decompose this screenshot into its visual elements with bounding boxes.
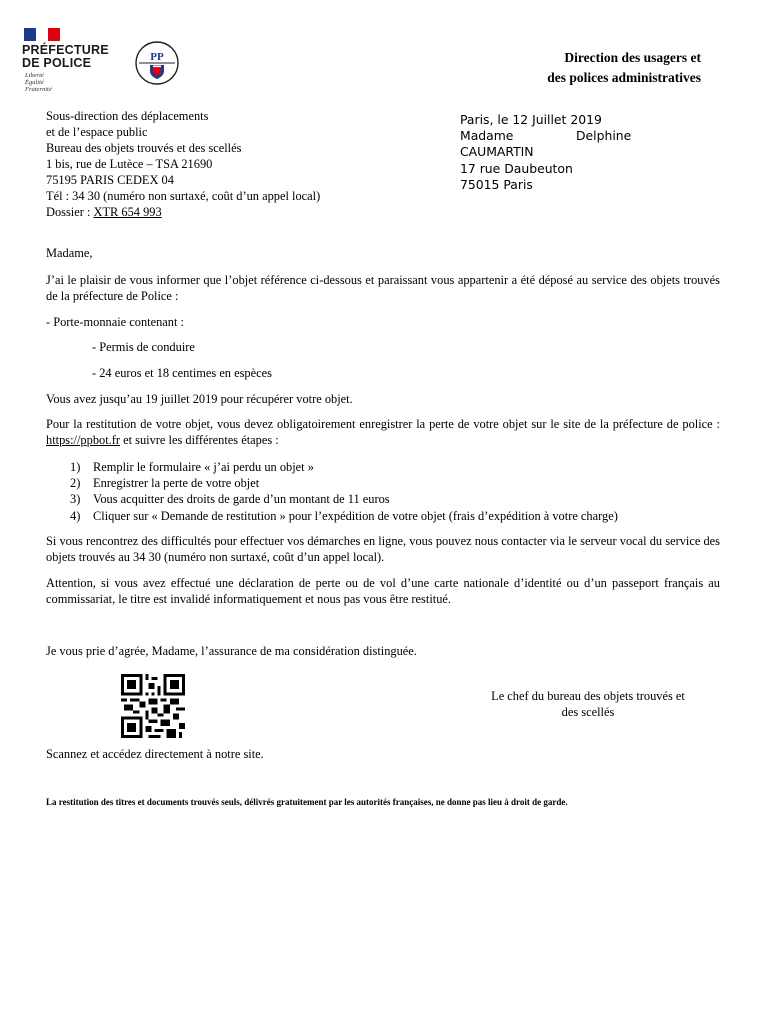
sender-line: 75195 PARIS CEDEX 04 [46,173,174,187]
recipient-firstname: Delphine [576,128,632,144]
ppbot-link[interactable]: https://ppbot.fr [46,432,120,447]
flag-red [48,28,60,41]
sender-line: Tél : 34 30 (numéro non surtaxé, coût d’un appel local) [46,189,321,203]
sender-line: et de l’espace public [46,125,148,139]
deadline-paragraph: Vous avez jusqu’au 19 juillet 2019 pour récupérer votre objet. [46,392,353,406]
flag-white [36,28,48,41]
restitution-text-b: et suivre les différentes étapes : [120,432,279,447]
direction-line-2: des polices administratives [547,70,701,85]
qr-caption: Scannez et accédez directement à notre site. [46,747,264,761]
french-flag-icon [24,28,60,41]
dossier-number: XTR 654 993 [93,205,162,219]
police-seal-icon [134,40,180,86]
step-item [70,475,259,491]
difficulties-paragraph: Si vous rencontrez des difficultés pour effectuer vos démarches en ligne, vous pouvez nous contacter via le serveur vocal du service des objets trouvés au 34 30 (numéro non surtaxé, coût d’un appel local). [46,534,720,564]
step-text: Enregistrer la perte de votre objet [93,476,260,490]
dossier-label: Dossier : [46,205,94,219]
step-number: 4) [70,509,81,523]
step-item [70,508,618,524]
motto-line-2: Égalité [25,79,44,86]
item-title: - Porte-monnaie contenant : [46,315,184,329]
motto-line-1: Liberté [25,72,44,79]
attention-paragraph: Attention, si vous avez effectué une déclaration de perte ou de vol d’une carte nationale d’identité ou d’un passeport français au commissariat, le titre est invalidé informatiquement et nous pas vous être restitué. [46,576,720,606]
seal-text: PP [150,51,164,63]
recipient-city: 75015 Paris [460,176,533,192]
signature-block [475,688,701,720]
footer-notice: La restitution des titres et documents trouvés seuls, délivrés gratuitement par les autorités françaises, ne donne pas lieu à droit de garde. [46,797,568,807]
letter-date: Paris, le 12 Juillet 2019 [460,112,602,127]
step-text: Cliquer sur « Demande de restitution » pour l’expédition de votre objet (frais d’expédition à votre charge) [93,509,618,523]
item-detail-1: - Permis de conduire [92,340,195,354]
closing-paragraph: Je vous prie d’agrée, Madame, l’assurance de ma considération distinguée. [46,644,417,658]
step-text: Vous acquitter des droits de garde d’un montant de 11 euros [93,492,390,506]
flag-blue [24,28,36,41]
step-item [70,459,314,475]
salutation: Madame, [46,246,93,260]
recipient-name-line [460,128,631,144]
recipient-street: 17 rue Daubeuton [460,160,573,176]
qr-code-icon[interactable] [120,674,186,738]
step-number: 3) [70,492,81,506]
restitution-text-a: Pour la restitution de votre objet, vous devez obligatoirement enregistrer la perte de votre objet sur le site de la préfecture de police : [46,417,720,431]
recipient-title: Madame [460,128,514,144]
restitution-paragraph [46,417,720,449]
prefecture-logo [22,28,192,98]
sender-line: Bureau des objets trouvés et des scellés [46,141,242,155]
step-text: Remplir le formulaire « j’ai perdu un objet » [93,460,314,474]
logo-line-1: PRÉFECTURE [22,43,109,57]
dossier-line [46,204,320,220]
step-number: 2) [70,476,81,490]
signature-line-2: des scellés [561,705,615,719]
prefecture-wordmark [22,44,109,70]
sender-address [46,108,320,220]
signature-line-1: Le chef du bureau des objets trouvés et [491,689,685,703]
republic-motto [25,72,52,93]
logo-line-2: DE POLICE [22,56,92,70]
sender-line: Sous-direction des déplacements [46,109,209,123]
motto-line-3: Fraternité [25,86,52,93]
step-number: 1) [70,460,81,474]
item-detail-2: - 24 euros et 18 centimes en espèces [92,366,272,380]
direction-heading [547,48,701,88]
step-item [70,491,390,507]
sender-line: 1 bis, rue de Lutèce – TSA 21690 [46,157,213,171]
recipient-address [460,112,631,193]
intro-paragraph: J’ai le plaisir de vous informer que l’objet référence ci-dessous et paraissant vous appartenir a été déposé au service des objets trouvés de la préfecture de Police : [46,273,720,303]
recipient-lastname: CAUMARTIN [460,144,534,160]
direction-line-1: Direction des usagers et [564,50,701,65]
